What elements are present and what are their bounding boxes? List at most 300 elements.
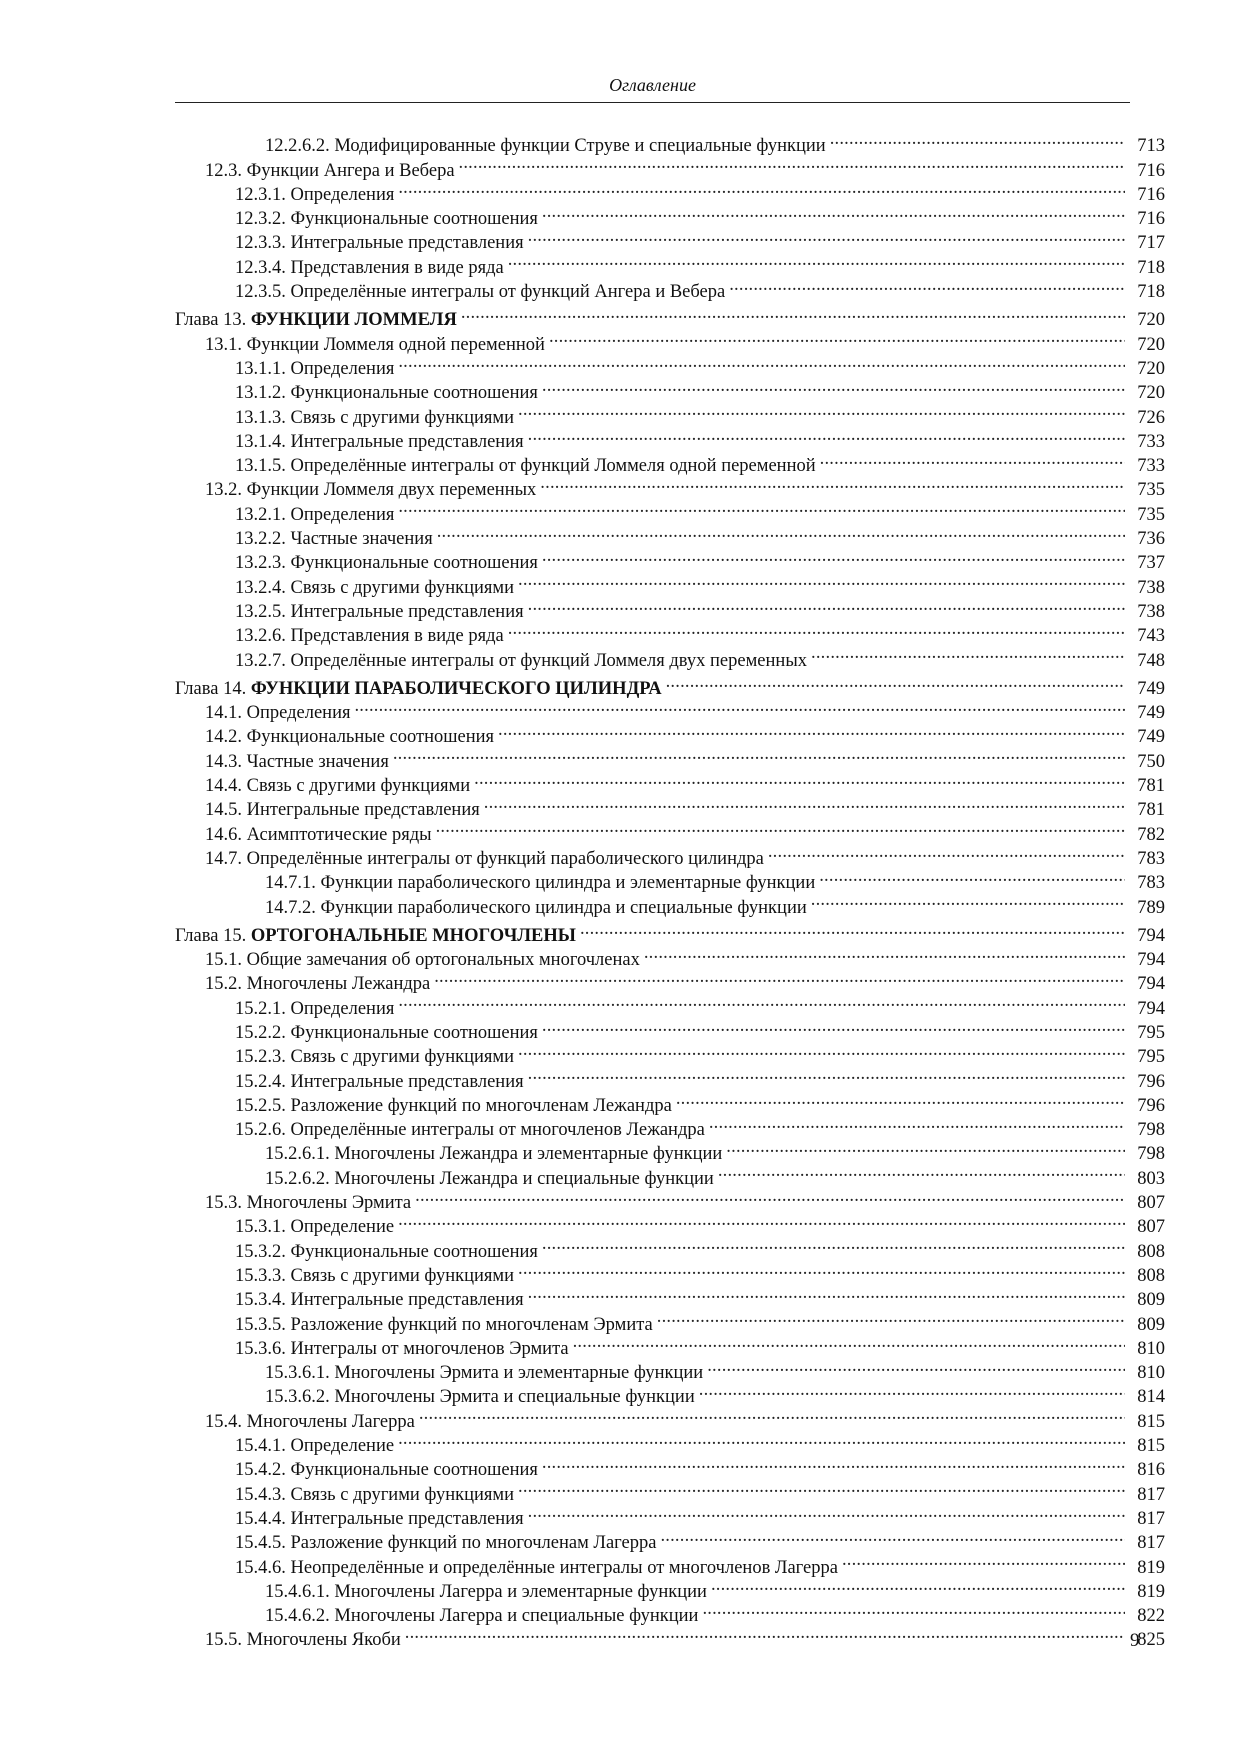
- dot-leader: [726, 1135, 1125, 1159]
- toc-entry-number: 13.1.1.: [235, 358, 286, 379]
- toc-entry-label: [235, 1021, 540, 1045]
- toc-entry-number: 12.3.: [205, 160, 242, 181]
- toc-entry-title: Функциональные соотношения: [290, 383, 538, 404]
- toc-entry-page: 733: [1137, 456, 1165, 477]
- toc-entry-number: 13.2.6.: [235, 626, 286, 647]
- toc-entry-number: 14.1.: [205, 703, 242, 724]
- toc-entry-label: [235, 1507, 526, 1531]
- toc-entry-page: 716: [1137, 160, 1165, 181]
- toc-entry-number: 13.2.1.: [235, 504, 286, 525]
- toc-entry-label: [235, 406, 516, 430]
- toc-entry-page: 720: [1137, 383, 1165, 404]
- toc-entry-label: [235, 1240, 540, 1264]
- toc-entry-title: Многочлены Лагерра: [246, 1411, 415, 1432]
- toc-entry-number: 15.1.: [205, 950, 242, 971]
- toc-entry-label: [265, 871, 817, 895]
- toc-entry-page: 720: [1137, 334, 1165, 355]
- toc-entry-page: 783: [1137, 873, 1165, 894]
- toc-entry-page: 808: [1137, 1241, 1165, 1262]
- toc-entry-number: 15.4.6.1.: [265, 1581, 330, 1602]
- toc-entry-number: 13.2.: [205, 480, 242, 501]
- dot-leader: [528, 1062, 1125, 1086]
- toc-entry-number: 13.2.4.: [235, 577, 286, 598]
- toc-entry-label: [235, 1215, 396, 1239]
- toc-entry-label: [235, 1483, 516, 1507]
- dot-leader: [573, 1330, 1125, 1354]
- toc-entry-page: 783: [1137, 848, 1165, 869]
- toc-entry-number: 15.2.: [205, 974, 242, 995]
- toc-entry-title: Связь с другими функциями: [290, 407, 515, 428]
- dot-leader: [528, 1281, 1125, 1305]
- toc-entry-page: 794: [1137, 925, 1165, 946]
- toc-entry-title: Функциональные соотношения: [290, 209, 538, 230]
- toc-entry-title: Связь с другими функциями: [290, 1047, 515, 1068]
- toc-chapter-entry[interactable]: [175, 670, 1165, 699]
- toc-entry-page: 795: [1137, 1022, 1165, 1043]
- dot-leader: [398, 989, 1125, 1013]
- toc-entry-label: [235, 551, 540, 575]
- toc-entry-title: Многочлены Лагерра и элементарные функции: [334, 1581, 707, 1602]
- toc-entry-title: Интегральные представления: [290, 601, 524, 622]
- toc-entry-title: Разложение функций по многочленам Эрмита: [290, 1314, 653, 1335]
- toc-entry-page: 808: [1137, 1265, 1165, 1286]
- toc-entry-title: Интегральные представления: [290, 431, 524, 452]
- toc-entry-title: Разложение функций по многочленам Лежандра: [290, 1095, 672, 1116]
- toc-entry-page: 749: [1137, 678, 1165, 699]
- dot-leader: [434, 965, 1125, 989]
- dot-leader: [542, 544, 1125, 568]
- dot-leader: [542, 1232, 1125, 1256]
- dot-leader: [768, 840, 1125, 864]
- toc-entry-label: [235, 576, 516, 600]
- dot-leader: [484, 791, 1125, 815]
- toc-entry-label: [235, 997, 396, 1021]
- toc-entry-title: Общие замечания об ортогональных многочленах: [246, 950, 640, 971]
- toc-entry-page: 814: [1137, 1387, 1165, 1408]
- toc-entry-page: 817: [1137, 1508, 1165, 1529]
- toc-entry-title: Определённые интегралы от функций Ангера и Вебера: [290, 282, 726, 303]
- toc-entry-number: 15.2.6.: [235, 1120, 286, 1141]
- toc-entry-title: Многочлены Эрмита и элементарные функции: [334, 1363, 704, 1384]
- toc-entry-title: Определённые интегралы от функций Ломмеля двух переменных: [290, 650, 808, 671]
- toc-entry-page: 750: [1137, 751, 1165, 772]
- toc-entry-page: 794: [1137, 998, 1165, 1019]
- toc-entry-number: 13.1.4.: [235, 431, 286, 452]
- toc-entry-page: 817: [1137, 1533, 1165, 1554]
- toc-entry-number: 15.4.5.: [235, 1533, 286, 1554]
- toc-entry-title: Многочлены Лежандра: [246, 974, 431, 995]
- toc-entry-number: 15.2.6.2.: [265, 1168, 330, 1189]
- toc-entry-label: [205, 1410, 417, 1434]
- toc-entry-title: Определения: [290, 504, 395, 525]
- toc-entry-title: Связь с другими функциями: [290, 1265, 515, 1286]
- toc-entry-title: Представления в виде ряда: [290, 626, 504, 647]
- toc-entry-label: [235, 1531, 658, 1555]
- toc-entry-label: [205, 847, 766, 871]
- toc-entry-title: ФУНКЦИИ ПАРАБОЛИЧЕСКОГО ЦИЛИНДРА: [250, 678, 662, 699]
- dot-leader: [729, 273, 1125, 297]
- dot-leader: [542, 1451, 1125, 1475]
- toc-entry-number: 15.2.4.: [235, 1071, 286, 1092]
- dot-leader: [811, 888, 1125, 912]
- toc-entry-page: 718: [1137, 282, 1165, 303]
- toc-entry-number: 13.1.: [205, 334, 242, 355]
- dot-leader: [518, 398, 1125, 422]
- toc-entry-page: 743: [1137, 626, 1165, 647]
- toc-entry-page: 716: [1137, 184, 1165, 205]
- toc-entry-page: 749: [1137, 703, 1165, 724]
- toc-entry-title: Многочлены Лагерра и специальные функции: [334, 1606, 699, 1627]
- toc-entry-label: [205, 750, 391, 774]
- toc-entry-title: Функциональные соотношения: [290, 1022, 538, 1043]
- toc-entry-page: 807: [1137, 1193, 1165, 1214]
- toc-entry-number: Глава 14.: [175, 678, 247, 699]
- dot-leader: [718, 1159, 1125, 1183]
- toc-entry-number: 12.3.1.: [235, 184, 286, 205]
- toc-entry-page: 733: [1137, 431, 1165, 452]
- toc-entry-label: [175, 924, 578, 948]
- toc-entry-page: 716: [1137, 209, 1165, 230]
- dot-leader: [657, 1305, 1125, 1329]
- toc-entry-number: 14.2.: [205, 727, 242, 748]
- toc-entry-page: 798: [1137, 1120, 1165, 1141]
- toc-entry[interactable]: [175, 127, 1165, 157]
- dot-leader: [660, 1524, 1125, 1548]
- toc-entry-title: Функциональные соотношения: [290, 1241, 538, 1262]
- toc-entry-number: 15.4.: [205, 1411, 242, 1432]
- toc-entry-number: 13.2.5.: [235, 601, 286, 622]
- dot-leader: [398, 176, 1125, 200]
- toc-entry-label: [205, 823, 434, 847]
- toc-entry-page: 803: [1137, 1168, 1165, 1189]
- toc-entry-label: [175, 308, 459, 332]
- toc-entry-number: 15.3.1.: [235, 1217, 286, 1238]
- toc-entry-title: Функции Ангера и Вебера: [246, 160, 455, 181]
- dot-leader: [699, 1378, 1125, 1402]
- toc-entry-page: 810: [1137, 1363, 1165, 1384]
- toc-entry-number: 13.1.5.: [235, 456, 286, 477]
- dot-leader: [811, 641, 1125, 665]
- toc-entry-title: ОРТОГОНАЛЬНЫЕ МНОГОЧЛЕНЫ: [250, 925, 576, 946]
- toc-entry-page: 795: [1137, 1047, 1165, 1068]
- dot-leader: [549, 325, 1125, 349]
- toc-entry-number: 15.2.6.1.: [265, 1144, 330, 1165]
- dot-leader: [498, 718, 1125, 742]
- toc-entry-number: 15.4.1.: [235, 1436, 286, 1457]
- dot-leader: [508, 617, 1125, 641]
- toc-entry-label: [235, 430, 526, 454]
- dot-leader: [461, 301, 1125, 325]
- toc-entry-label: [235, 1288, 526, 1312]
- toc-entry-title: Определённые интегралы от многочленов Лежандра: [290, 1120, 705, 1141]
- toc-entry-number: 15.3.6.1.: [265, 1363, 330, 1384]
- toc-entry-page: 816: [1137, 1460, 1165, 1481]
- toc-entry-label: [265, 1361, 705, 1385]
- toc-entry-page: 789: [1137, 897, 1165, 918]
- toc-entry-number: 12.3.3.: [235, 233, 286, 254]
- toc-entry-page: 809: [1137, 1314, 1165, 1335]
- toc-entry-number: Глава 15.: [175, 925, 247, 946]
- toc-entry-page: 720: [1137, 358, 1165, 379]
- toc-entry-title: Частные значения: [290, 529, 433, 550]
- toc-entry-number: 15.3.6.: [235, 1338, 286, 1359]
- toc-entry-page: 782: [1137, 824, 1165, 845]
- toc-entry-page: 798: [1137, 1144, 1165, 1165]
- toc-entry-label: [235, 231, 526, 255]
- dot-leader: [398, 350, 1125, 374]
- toc-entry-number: 12.3.4.: [235, 257, 286, 278]
- toc-entry-label: [235, 1264, 516, 1288]
- dot-leader: [542, 1014, 1125, 1038]
- toc-entry-title: Функции параболического цилиндра и специальные функции: [320, 897, 807, 918]
- header-title: Оглавление: [609, 75, 696, 95]
- toc-entry-title: Определённые интегралы от функций Ломмеля одной переменной: [290, 456, 816, 477]
- toc-entry-label: [235, 600, 526, 624]
- toc-entry-page: 717: [1137, 233, 1165, 254]
- toc-entry-number: 12.3.2.: [235, 209, 286, 230]
- toc-entry-page: 819: [1137, 1581, 1165, 1602]
- toc-entry-title: ФУНКЦИИ ЛОММЕЛЯ: [250, 310, 457, 331]
- toc-entry-label: [265, 1142, 724, 1166]
- running-header: [175, 72, 1130, 103]
- toc-entry-number: 15.2.1.: [235, 998, 286, 1019]
- toc-entry-number: 12.3.5.: [235, 282, 286, 303]
- toc-entry-title: Определения: [246, 703, 351, 724]
- toc-entry-title: Функции Ломмеля двух переменных: [246, 480, 537, 501]
- toc-entry-title: Функции Ломмеля одной переменной: [246, 334, 545, 355]
- dot-leader: [405, 1621, 1125, 1645]
- dot-leader: [474, 767, 1125, 791]
- page-number: 9: [1130, 1630, 1140, 1651]
- toc-entry-number: 13.2.7.: [235, 650, 286, 671]
- toc-entry-page: 822: [1137, 1606, 1165, 1627]
- toc-entry-title: Неопределённые и определённые интегралы от многочленов Лагерра: [290, 1557, 838, 1578]
- toc-entry-label: [235, 357, 396, 381]
- toc-entry-title: Функциональные соотношения: [290, 553, 538, 574]
- toc-entry-title: Частные значения: [246, 751, 389, 772]
- toc-entry-number: 14.4.: [205, 776, 242, 797]
- toc-entry-title: Модифицированные функции Струве и специальные функции: [334, 136, 826, 157]
- toc-entry-label: [235, 256, 506, 280]
- dot-leader: [518, 1257, 1125, 1281]
- toc-entry-label: [235, 1070, 526, 1094]
- toc-entry-page: 748: [1137, 650, 1165, 671]
- toc-entry-number: 14.7.1.: [265, 873, 316, 894]
- toc-entry-title: Интегральные представления: [290, 1071, 524, 1092]
- toc-entry-label: [205, 774, 472, 798]
- dot-leader: [415, 1184, 1125, 1208]
- dot-leader: [542, 374, 1125, 398]
- toc-entry-number: 15.3.: [205, 1193, 242, 1214]
- dot-leader: [830, 127, 1125, 151]
- toc-entry-number: 15.3.4.: [235, 1290, 286, 1311]
- toc-entry-number: 15.4.6.2.: [265, 1606, 330, 1627]
- toc-entry-number: 15.3.3.: [235, 1265, 286, 1286]
- dot-leader: [528, 224, 1125, 248]
- toc-entry-number: 14.5.: [205, 800, 242, 821]
- dot-leader: [393, 742, 1125, 766]
- toc-entry-page: 735: [1137, 504, 1165, 525]
- toc-entry-number: 14.3.: [205, 751, 242, 772]
- toc-entry-title: Определение: [290, 1436, 395, 1457]
- dot-leader: [819, 864, 1125, 888]
- toc-entry-title: Многочлены Лежандра и специальные функции: [334, 1168, 714, 1189]
- toc-entry-title: Функциональные соотношения: [290, 1460, 538, 1481]
- toc-entry-number: 15.4.6.: [235, 1557, 286, 1578]
- toc-entry-label: [235, 503, 396, 527]
- toc-entry-page: 781: [1137, 800, 1165, 821]
- toc-entry-label: [205, 1191, 413, 1215]
- dot-leader: [540, 471, 1125, 495]
- toc-entry-title: Многочлены Якоби: [246, 1630, 401, 1651]
- toc-entry-number: 15.4.2.: [235, 1460, 286, 1481]
- dot-leader: [437, 520, 1125, 544]
- toc-entry-page: 736: [1137, 529, 1165, 550]
- dot-leader: [676, 1087, 1125, 1111]
- toc-entry-label: [205, 1628, 403, 1652]
- toc-entry-title: Определение: [290, 1217, 395, 1238]
- toc-entry-number: 15.2.5.: [235, 1095, 286, 1116]
- toc-entry-page: 718: [1137, 257, 1165, 278]
- toc-entry-title: Многочлены Лежандра и элементарные функции: [334, 1144, 723, 1165]
- toc-entry-title: Связь с другими функциями: [290, 1484, 515, 1505]
- dot-leader: [354, 694, 1125, 718]
- toc-entry-label: [235, 527, 435, 551]
- toc-entry-number: 15.3.6.2.: [265, 1387, 330, 1408]
- table-of-contents: [175, 127, 1165, 1651]
- toc-entry-number: 15.5.: [205, 1630, 242, 1651]
- toc-entry-title: Интегральные представления: [290, 1508, 524, 1529]
- toc-entry-page: 713: [1137, 136, 1165, 157]
- toc-entry-label: [235, 381, 540, 405]
- dot-leader: [842, 1548, 1125, 1572]
- toc-entry-title: Интегралы от многочленов Эрмита: [290, 1338, 569, 1359]
- toc-entry-number: 14.6.: [205, 824, 242, 845]
- toc-entry-number: 13.2.3.: [235, 553, 286, 574]
- toc-entry-title: Интегральные представления: [246, 800, 480, 821]
- dot-leader: [459, 151, 1125, 175]
- dot-leader: [666, 670, 1125, 694]
- dot-leader: [707, 1354, 1125, 1378]
- toc-entry-number: 15.3.5.: [235, 1314, 286, 1335]
- toc-entry-number: 13.1.2.: [235, 383, 286, 404]
- dot-leader: [702, 1597, 1125, 1621]
- dot-leader: [436, 815, 1125, 839]
- toc-entry-number: 13.2.2.: [235, 529, 286, 550]
- toc-entry-page: 809: [1137, 1290, 1165, 1311]
- dot-leader: [711, 1573, 1125, 1597]
- toc-entry-label: [235, 183, 396, 207]
- dot-leader: [518, 1475, 1125, 1499]
- toc-entry-title: Многочлены Эрмита: [246, 1193, 412, 1214]
- dot-leader: [398, 495, 1125, 519]
- toc-entry-label: [235, 1045, 516, 1069]
- toc-entry-number: 14.7.: [205, 848, 242, 869]
- dot-leader: [419, 1402, 1125, 1426]
- dot-leader: [820, 447, 1125, 471]
- toc-entry-page: 737: [1137, 553, 1165, 574]
- toc-entry-number: 15.4.3.: [235, 1484, 286, 1505]
- toc-entry-title: Асимптотические ряды: [246, 824, 432, 845]
- dot-leader: [518, 1038, 1125, 1062]
- dot-leader: [709, 1111, 1125, 1135]
- toc-entry-page: 781: [1137, 776, 1165, 797]
- toc-entry-title: Многочлены Эрмита и специальные функции: [334, 1387, 695, 1408]
- toc-entry-title: Связь с другими функциями: [290, 577, 515, 598]
- dot-leader: [528, 1500, 1125, 1524]
- toc-entry-page: 735: [1137, 480, 1165, 501]
- toc-entry-label: [265, 1580, 709, 1604]
- toc-chapter-entry[interactable]: [175, 917, 1165, 946]
- toc-entry-number: 15.2.3.: [235, 1047, 286, 1068]
- toc-entry-page: 807: [1137, 1217, 1165, 1238]
- toc-entry-page: 815: [1137, 1436, 1165, 1457]
- toc-entry-page: 794: [1137, 950, 1165, 971]
- dot-leader: [398, 1427, 1125, 1451]
- dot-leader: [644, 941, 1125, 965]
- toc-entry-label: [235, 207, 540, 231]
- dot-leader: [542, 200, 1125, 224]
- toc-entry-page: 796: [1137, 1095, 1165, 1116]
- toc-entry-label: [205, 701, 352, 725]
- toc-entry-page: 817: [1137, 1484, 1165, 1505]
- toc-entry-page: 796: [1137, 1071, 1165, 1092]
- toc-entry-page: 720: [1137, 310, 1165, 331]
- toc-entry-page: 825: [1137, 1630, 1165, 1651]
- toc-entry-label: [235, 1118, 707, 1142]
- toc-chapter-entry[interactable]: [175, 301, 1165, 331]
- dot-leader: [528, 593, 1125, 617]
- toc-entry-page: 819: [1137, 1557, 1165, 1578]
- toc-entry-page: 794: [1137, 974, 1165, 995]
- dot-leader: [580, 917, 1125, 941]
- toc-entry-title: Функции параболического цилиндра и элементарные функции: [320, 873, 816, 894]
- toc-entry-number: 15.2.2.: [235, 1022, 286, 1043]
- toc-entry-title: Функциональные соотношения: [246, 727, 495, 748]
- toc-entry-page: 726: [1137, 407, 1165, 428]
- toc-entry-title: Разложение функций по многочленам Лагерра: [290, 1533, 657, 1554]
- toc-entry-number: 12.2.6.2.: [265, 136, 330, 157]
- toc-entry-title: Интегральные представления: [290, 233, 524, 254]
- dot-leader: [528, 423, 1125, 447]
- toc-entry-label: [235, 1458, 540, 1482]
- toc-entry-title: Интегральные представления: [290, 1290, 524, 1311]
- toc-entry-label: [235, 1094, 674, 1118]
- toc-entry-page: 815: [1137, 1411, 1165, 1432]
- toc-entry-number: 15.3.2.: [235, 1241, 286, 1262]
- toc-entry-number: 15.4.4.: [235, 1508, 286, 1529]
- dot-leader: [398, 1208, 1125, 1232]
- toc-entry-label: [235, 624, 506, 648]
- toc-entry-title: Определения: [290, 358, 395, 379]
- toc-entry-title: Связь с другими функциями: [246, 776, 471, 797]
- toc-entry-title: Представления в виде ряда: [290, 257, 504, 278]
- dot-leader: [518, 568, 1125, 592]
- toc-entry-label: [235, 1434, 396, 1458]
- toc-entry-page: 738: [1137, 601, 1165, 622]
- toc-entry-page: 738: [1137, 577, 1165, 598]
- toc-entry-title: Определения: [290, 184, 395, 205]
- toc-entry-title: Определённые интегралы от функций параболического цилиндра: [246, 848, 764, 869]
- toc-entry-number: 14.7.2.: [265, 897, 316, 918]
- toc-entry-page: 749: [1137, 727, 1165, 748]
- dot-leader: [508, 248, 1125, 272]
- toc-entry-page: 810: [1137, 1338, 1165, 1359]
- toc-entry-number: Глава 13.: [175, 310, 247, 331]
- toc-entry-title: Определения: [290, 998, 395, 1019]
- toc-entry-label: [235, 1337, 571, 1361]
- toc-entry-number: 13.1.3.: [235, 407, 286, 428]
